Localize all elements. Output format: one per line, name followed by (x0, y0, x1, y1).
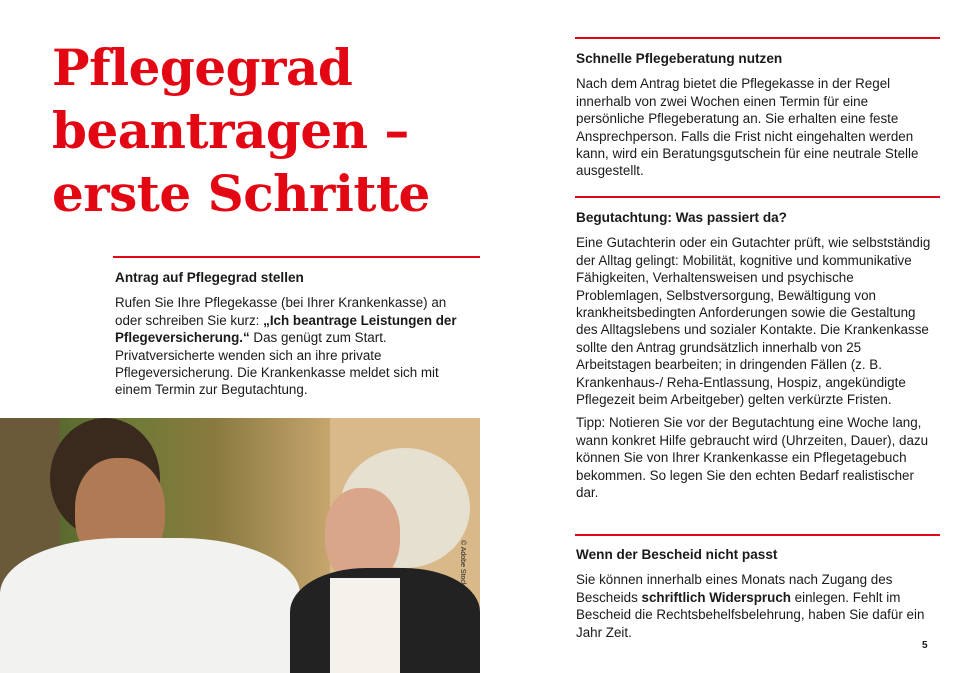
section-heading: Wenn der Bescheid nicht passt (576, 547, 778, 562)
tip-text: Tipp: Notieren Sie vor der Begutachtung eine Woche lang, wann konkret Hilfe gebraucht wird (Uhrzeiten, Dauer), dazu können Sie von Ihrer Krankenkasse ein Pflegetagebuch bekommen. So legen Sie den echten Bedarf realistischer dar. (576, 415, 929, 501)
divider (575, 37, 940, 39)
section-text: Eine Gutachterin oder ein Gutachter prüft, wie selbstständig der Alltag gelingt: Mobilität, kognitive und kommunikative Fähigkeiten, Verhaltensweisen und psychische Problemlagen, Selbstversorgung, Bewältigung von krankheitsbedingten Anforderungen sowie die Gestaltung des Alltagslebens und sozialer Kontakte. Die Krankenkasse sollte den Antrag grundsätzlich innerhalb von 25 Arbeitstagen bearbeiten; in dringenden Fällen (z. B. Krankenhaus-/ Reha-Entlassung, Hospiz, angekündigte Pflegezeit beim Arbeitgeber) gelten verkürzte Fristen. (576, 235, 931, 408)
photo-caregiver-with-senior (0, 418, 480, 673)
divider (575, 196, 940, 198)
divider (113, 256, 480, 258)
section-bescheid (576, 546, 938, 647)
page-title (52, 36, 430, 225)
divider (575, 534, 940, 536)
photo-credit: © Adobe Stock (459, 540, 466, 587)
title-line: beantragen – (52, 101, 409, 160)
title-line: Pflegegrad (52, 38, 353, 97)
page-number: 5 (922, 640, 928, 651)
section-heading: Begutachtung: Was passiert da? (576, 210, 787, 225)
section-text: Nach dem Antrag bietet die Pflegekasse in der Regel innerhalb von zwei Wochen einen Termin für eine persönliche Pflegeberatung an. Sie erhalten eine feste Ansprechperson. Falls die Frist nicht eingehalten werden kann, wird ein Beratungsgutschein für eine neutrale Stelle ausgestellt. (576, 76, 919, 179)
section-text: Sie können innerhalb eines Monats nach Zugang des Bescheids schriftlich Widerspruch einlegen. Fehlt im Bescheid die Rechtsbehelfsbelehrung, haben Sie dafür ein Jahr Zeit. (576, 572, 925, 640)
section-heading: Antrag auf Pflegegrad stellen (115, 270, 304, 285)
section-heading: Schnelle Pflegeberatung nutzen (576, 51, 783, 66)
title-line: erste Schritte (52, 164, 430, 223)
section-antrag (115, 269, 475, 405)
section-beratung (576, 50, 938, 186)
section-begutachtung (576, 209, 938, 508)
section-text: Rufen Sie Ihre Pflegekasse (bei Ihrer Krankenkasse) an oder schreiben Sie kurz: „Ich beantrage Leistungen der Pflegeversicherung.“ Das genügt zum Start. Privatversicherte wenden sich an ihre private Pflegeversicherung. Die Krankenkasse meldet sich mit einem Termin zur Begutachtung. (115, 295, 457, 398)
